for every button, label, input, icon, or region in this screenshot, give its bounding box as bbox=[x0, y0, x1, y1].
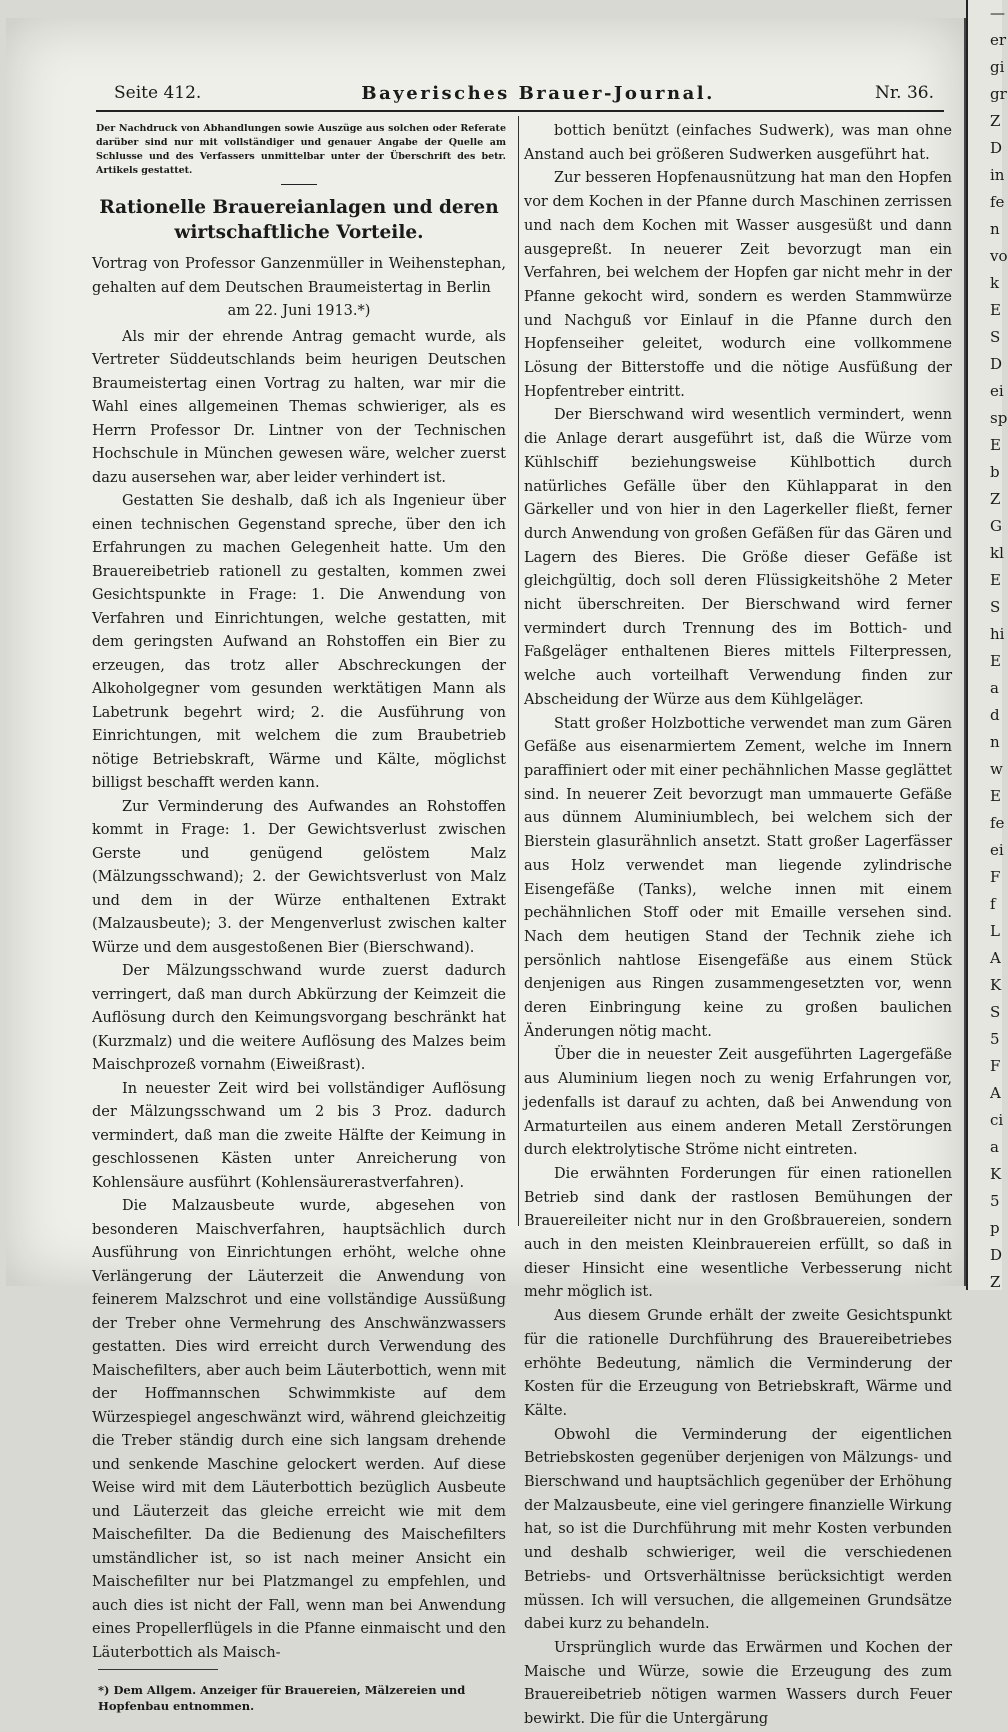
newspaper-page bbox=[6, 18, 967, 1728]
adjacent-page-fragment: ei bbox=[990, 382, 1004, 400]
adjacent-page-fragment: S bbox=[990, 1003, 1001, 1021]
left-column bbox=[92, 122, 506, 1725]
right-column bbox=[524, 120, 952, 1732]
footnote-rule bbox=[98, 1669, 218, 1670]
adjacent-page-fragment: A bbox=[990, 1084, 1001, 1102]
adjacent-page-fragment: E bbox=[990, 652, 1001, 670]
adjacent-page-fragment: b bbox=[990, 463, 1000, 481]
adjacent-page-fragment: S bbox=[990, 598, 1001, 616]
adjacent-page-fragment: in bbox=[990, 166, 1005, 184]
right-paragraphs bbox=[524, 120, 952, 1732]
adjacent-page-fragment: L bbox=[990, 922, 1000, 940]
paragraph: Obwohl die Verminderung der eigentlichen Betriebskosten gegenüber derjenigen von Mälzungs- und Bierschwand und hauptsächlich gegenüber der Erhöhung der Malzausbeute, eine viel geringere finanzielle Wirkung hat, so ist die Durchführung mit mehr Kosten verbunden und deshalb schwieriger, weil die verschiedenen Betriebs- und Ortsverhältnisse berücksichtigt werden müssen. Ich will versuchen, die allgemeinen Grundsätze dabei kurz zu behandeln. bbox=[524, 1426, 952, 1633]
adjacent-page-fragment: D bbox=[990, 1246, 1003, 1264]
paragraph: Der Mälzungsschwand wurde zuerst dadurch verringert, daß man durch Abkürzung der Keimzeit die Auflösung durch den Keimungsvorgang beschränkt hat (Kurzmalz) und die weitere Auflösung des Malzes beim Maischprozeß vornahm (Eiweißrast). bbox=[92, 963, 506, 1073]
journal-title: Bayerisches Brauer-Journal. bbox=[361, 82, 715, 104]
adjacent-page-fragment: 5 bbox=[990, 1030, 1000, 1048]
header-rule bbox=[96, 110, 944, 112]
adjacent-page-fragment: S bbox=[990, 328, 1001, 346]
adjacent-page-fragment: gi bbox=[990, 58, 1005, 76]
adjacent-page-fragment: A bbox=[990, 949, 1001, 967]
adjacent-page-fragment: a bbox=[990, 1138, 999, 1156]
byline-text: Vortrag von Professor Ganzenmüller in Weihenstephan, gehalten auf dem Deutschen Braumeistertag in Berlin bbox=[92, 256, 506, 296]
adjacent-page-fragment: F bbox=[990, 868, 1001, 886]
adjacent-page-fragment: E bbox=[990, 571, 1001, 589]
paragraph: Zur besseren Hopfenausnützung hat man den Hopfen vor dem Kochen in der Pfanne durch Maschinen zerrissen und nach dem Kochen mit Wasser ausgesüßt und dann ausgepreßt. In neuerer Zeit bevorzugt man ein Verfahren, bei welchem der Hopfen gar nicht mehr in der Pfanne gekocht wird, sondern es werden Stammwürze und Nachguß vor Einlauf in die Pfanne durch den Hopfenseiher geleitet, wodurch eine vollkommene Lösung der Bitterstoffe und die nötige Ausfüßung der Hopfentreber eintritt. bbox=[524, 170, 952, 400]
page-header bbox=[114, 78, 934, 108]
paragraph: Gestatten Sie deshalb, daß ich als Ingenieur über einen technischen Gegenstand spreche, über den ich Erfahrungen zu machen Gelegenheit hatte. Um den Brauereibetrieb rationell zu gestalten, kommen zwei Gesichtspunkte in Frage: 1. Die Anwendung von Verfahren und Einrichtungen, welche gestatten, mit dem geringsten Aufwand an Rohstoffen ein Bier zu erzeugen, das trotz aller Abschreckungen der Alkoholgegner vom gesunden werktätigen Mann als Labetrunk begehrt wird; 2. die Ausführung von Einrichtungen, mit welchem die zum Braubetrieb nötige Betriebskraft, Wärme und Kälte, möglichst billigst beschafft werden kann. bbox=[92, 493, 506, 791]
paragraph: Statt großer Holzbottiche verwendet man zum Gären Gefäße aus eisenarmiertem Zement, welche im Innern paraffiniert oder mit einer pechähnlichen Masse geglättet sind. In neuerer Zeit bevorzugt man ummauerte Gefäße aus dünnem Aluminiumblech, bei welchem sich der Bierstein glasurähnlich ansetzt. Statt großer Lagerfässer aus Holz verwendet man liegende zylindrische Eisengefäße (Tanks), welche innen mit einem pechähnlichen Stoff oder mit Emaille versehen sind. Nach dem heutigen Stand der Technik ziehe ich persönlich nahtlose Eisengefäße aus einem Stück denjenigen aus Ringen zusammengesetzten vor, wenn deren Einbringung keine zu großen baulichen Änderungen nötig macht. bbox=[524, 715, 952, 1040]
paragraph: In neuester Zeit wird bei vollständiger Auflösung der Mälzungsschwand um 2 bis 3 Proz. dadurch vermindert, daß man die zweite Hälfte der Keimung in geschlossenen Kästen unter Anreicherung von Kohlensäure ausführt (Kohlensäurerastverfahren). bbox=[92, 1080, 506, 1191]
adjacent-page-fragment: vo bbox=[990, 247, 1008, 265]
adjacent-page-fragment: w bbox=[990, 760, 1003, 778]
adjacent-page-fragment: d bbox=[990, 706, 1000, 724]
adjacent-page-fragment: er bbox=[990, 31, 1007, 49]
adjacent-page-fragment: E bbox=[990, 436, 1001, 454]
paragraph: Der Bierschwand wird wesentlich vermindert, wenn die Anlage derart ausgeführt ist, daß die Würze vom Kühlschiff beziehungsweise Kühlbottich durch natürliches Gefälle über den Kühlapparat in den Gärkeller und von hier in den Lagerkeller fließt, ferner durch Anwendung von großen Gefäßen für das Gären und Lagern des Bieres. Die Größe dieser Gefäße ist gleichgültig, doch soll deren Flüssigkeitshöhe 2 Meter nicht überschreiten. Der Bierschwand wird ferner vermindert durch Trennung des im Bottich- und Faßgeläger enthaltenen Bieres mittels Filterpressen, welche auch vorteilhaft Verwendung finden zur Abscheidung der Würze aus dem Kühlgeläger. bbox=[524, 407, 952, 708]
adjacent-page-fragment: hi bbox=[990, 625, 1005, 643]
adjacent-page-fragment: fe bbox=[990, 193, 1005, 211]
paragraph: Die erwähnten Forderungen für einen rationellen Betrieb sind dank der rastlosen Bemühungen der Brauereileiter nicht nur in den Großbrauereien, sondern auch in den meisten Kleinbrauereien erfüllt, so daß in dieser Hinsicht eine wesentliche Verbesserung nicht mehr möglich ist. bbox=[524, 1165, 952, 1301]
adjacent-page-text bbox=[968, 0, 1008, 1296]
adjacent-page-fragment: D bbox=[990, 139, 1003, 157]
paragraph: Die Malzausbeute wurde, abgesehen von besonderen Maischverfahren, hauptsächlich durch Ausführung von Einrichtungen erhöht, welche ohne Verlängerung der Läuterzeit die Anwendung von feinerem Malzschrot und eine vollständige Aussüßung der Treber ohne Vermehrung des Anschwänzwassers gestatten. Dies wird erreicht durch Verwendung des Maischefilters, aber auch beim Läuterbottich, wenn mit der Hoffmannschen Schwimmkiste auf dem Würzespiegel angeschwänzt wird, während gleichzeitig die Treber ständig durch eine sich langsam drehende und senkende Maschine gelockert werden. Auf diese Weise wird mit dem Läuterbottich bezüglich Ausbeute und Läuterzeit das gleiche erreicht wie mit dem Maischefilter. Da die Bedienung des Maischefilters umständlicher ist, so ist nach meiner Ansicht ein Maischefilter nur bei Platzmangel zu empfehlen, und auch dies ist nicht der Fall, wenn man bei Anwendung eines Propellerflügels in die Pfanne einmaischt und den Läuterbottich als Maisch- bbox=[92, 1198, 506, 1661]
adjacent-page-fragment: — bbox=[990, 4, 1005, 22]
adjacent-page-fragment: K bbox=[990, 976, 1002, 994]
left-paragraphs bbox=[92, 326, 506, 1666]
adjacent-page-fragment: E bbox=[990, 301, 1001, 319]
adjacent-page-fragment: gr bbox=[990, 85, 1007, 103]
adjacent-page-fragment: fe bbox=[990, 814, 1005, 832]
adjacent-page-fragment: ci bbox=[990, 1111, 1004, 1129]
adjacent-page-fragment: Z bbox=[990, 1273, 1001, 1291]
paragraph: Als mir der ehrende Antrag gemacht wurde, als Vertreter Süddeutschlands beim heurigen Deutschen Braumeistertag einen Vortrag zu halten, war mir die Wahl eines allgemeinen Themas schwieriger, als es Herrn Professor Dr. Lintner von der Technischen Hochschule in München gewesen wäre, welcher zuerst dazu ausersehen war, aber leider verhindert ist. bbox=[92, 328, 506, 486]
issue-number: Nr. 36. bbox=[875, 83, 934, 103]
adjacent-page-fragment: G bbox=[990, 517, 1002, 535]
adjacent-page-fragment: f bbox=[990, 895, 996, 913]
adjacent-page-fragment: E bbox=[990, 787, 1001, 805]
adjacent-page-edge bbox=[966, 0, 1008, 1291]
paragraph: bottich benützt (einfaches Sudwerk), was man ohne Anstand auch bei größeren Sudwerken ausgeführt hat. bbox=[524, 123, 952, 163]
paragraph: Ursprünglich wurde das Erwärmen und Kochen der Maische und Würze, sowie die Erzeugung des zum Brauereibetrieb nötigen warmen Wassers durch Feuer bewirkt. Die für die Untergärung bbox=[524, 1640, 952, 1728]
adjacent-page-fragment: K bbox=[990, 1165, 1002, 1183]
adjacent-page-fragment: n bbox=[990, 220, 1000, 238]
paragraph: Zur Verminderung des Aufwandes an Rohstoffen kommt in Frage: 1. Der Gewichtsverlust zwischen Gerste und genügend gelöstem Malz (Mälzungsschwand); 2. der Gewichtsverlust von Malz und dem in der Würze enthaltenen Extrakt (Malzausbeute); 3. der Mengenverlust zwischen kalter Würze und dem ausgestoßenen Bier (Bierschwand). bbox=[92, 798, 506, 956]
adjacent-page-fragment: n bbox=[990, 733, 1000, 751]
paragraph: Über die in neuester Zeit ausgeführten Lagergefäße aus Aluminium liegen noch zu wenig Erfahrungen vor, jedenfalls ist darauf zu achten, daß bei Anwendung von Armaturteilen aus einem anderen Metall Zerstörungen durch elektrolytische Ströme nicht eintreten. bbox=[524, 1047, 952, 1159]
article-byline bbox=[92, 253, 506, 324]
notice-rule bbox=[281, 184, 317, 185]
page-number: Seite 412. bbox=[114, 83, 202, 103]
adjacent-page-fragment: Z bbox=[990, 112, 1001, 130]
adjacent-page-fragment: F bbox=[990, 1057, 1001, 1075]
adjacent-page-fragment: ei bbox=[990, 841, 1004, 859]
adjacent-page-fragment: Z bbox=[990, 490, 1001, 508]
adjacent-page-fragment: kl bbox=[990, 544, 1004, 562]
paragraph: Aus diesem Grunde erhält der zweite Gesichtspunkt für die rationelle Durchführung des Brauereibetriebes erhöhte Bedeutung, nämlich die Verminderung der Kosten für die Erzeugung von Betriebskraft, Wärme und Kälte. bbox=[524, 1308, 952, 1419]
byline-date: am 22. Juni 1913.*) bbox=[227, 303, 371, 319]
adjacent-page-fragment: a bbox=[990, 679, 999, 697]
adjacent-page-fragment: p bbox=[990, 1219, 1000, 1237]
column-divider bbox=[518, 116, 519, 1226]
adjacent-page-fragment: k bbox=[990, 274, 1000, 292]
adjacent-page-fragment: D bbox=[990, 355, 1003, 373]
article-title: Rationelle Brauereianlagen und deren wirtschaftliche Vorteile. bbox=[99, 197, 499, 243]
reprint-notice: Der Nachdruck von Abhandlungen sowie Auszüge aus solchen oder Referate darüber sind nur mit vollständiger und genauer Angabe der Quelle am Schlusse und des Verfassers unmittelbar unter der Überschrift des betr. Artikels gestattet. bbox=[96, 123, 506, 176]
footnote: *) Dem Allgem. Anzeiger für Brauereien, Mälzereien und Hopfenbau entnommen. bbox=[98, 1682, 466, 1713]
adjacent-page-fragment: 5 bbox=[990, 1192, 1000, 1210]
adjacent-page-fragment: sp bbox=[990, 409, 1008, 427]
